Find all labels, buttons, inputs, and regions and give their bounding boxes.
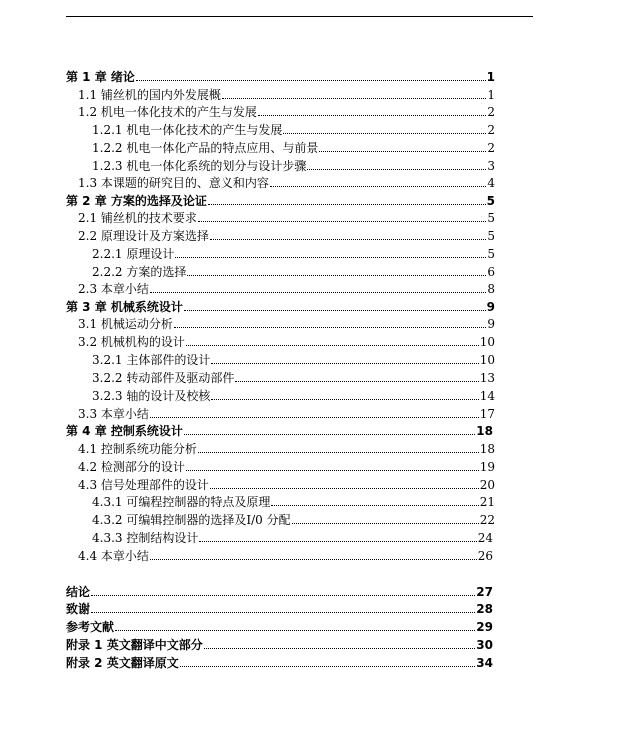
toc-entry (92, 510, 495, 527)
toc-entry-title: 4.3.3 控制结构设计 (92, 531, 199, 545)
dot-leader (235, 380, 478, 382)
toc-entry-title: 1.2 机电一体化技术的产生与发展 (78, 105, 257, 119)
toc-entry (78, 279, 495, 296)
toc-entry-title: 4.3 信号处理部件的设计 (78, 478, 209, 492)
toc-entry-page-number: 5 (487, 229, 495, 243)
toc-entry-title: 致谢 (66, 602, 91, 616)
dot-leader (258, 114, 486, 116)
toc-entry (78, 226, 495, 243)
dot-leader (184, 433, 475, 435)
dot-leader (211, 362, 478, 364)
dot-leader (180, 665, 476, 667)
toc-entry (78, 439, 495, 456)
toc-entry-page-number: 30 (476, 638, 493, 652)
toc-entry (78, 404, 495, 421)
toc-entry-page-number: 5 (487, 211, 495, 225)
toc-entry-title: 结论 (66, 585, 91, 599)
dot-leader (186, 469, 479, 471)
toc-entry-title: 3.3 本章小结 (78, 407, 149, 421)
toc-entry-title: 参考文献 (66, 620, 115, 634)
toc-entry-page-number: 2 (487, 123, 495, 137)
dot-leader (198, 451, 479, 453)
toc-entry (92, 156, 495, 173)
toc-entry-title: 第 2 章 方案的选择及论证 (66, 194, 207, 208)
toc-entry-page-number: 20 (479, 478, 495, 492)
toc-entry-title: 4.4 本章小结 (78, 549, 149, 563)
toc-entry-page-number: 17 (479, 407, 495, 421)
toc-entry-title: 2.1 铺丝机的技术要求 (78, 211, 197, 225)
toc-entry (92, 528, 493, 545)
toc-entry (92, 120, 495, 137)
toc-entry-title: 1.1 铺丝机的国内外发展概 (78, 88, 221, 102)
dot-leader (319, 150, 486, 152)
toc-entry-title: 附录 1 英文翻译中文部分 (66, 638, 203, 652)
toc-entry-title: 4.3.1 可编程控制器的特点及原理 (92, 495, 271, 509)
toc-entry-title: 1.2.3 机电一体化系统的划分与设计步骤 (92, 159, 307, 173)
toc-entry (92, 262, 495, 279)
toc-entry-page-number: 34 (476, 656, 493, 670)
toc-entry-page-number: 2 (487, 105, 495, 119)
toc-entry-page-number: 1 (487, 88, 495, 102)
toc-entry (78, 546, 493, 563)
toc-entry (78, 173, 495, 190)
toc-entry (78, 314, 495, 331)
toc-chapter-entry (66, 582, 493, 599)
toc-entry (92, 244, 495, 261)
dot-leader (222, 97, 486, 99)
toc-entry-title: 2.2.2 方案的选择 (92, 265, 187, 279)
toc-entry (92, 386, 495, 403)
toc-entry (78, 208, 495, 225)
toc-entry-page-number: 13 (479, 371, 495, 385)
dot-leader (150, 416, 479, 418)
toc-entry-page-number: 10 (479, 353, 495, 367)
toc-entry-title: 2.3 本章小结 (78, 282, 149, 296)
dot-leader (150, 558, 477, 560)
dot-leader (199, 540, 476, 542)
toc-entry-page-number: 5 (486, 194, 495, 208)
toc-entry-page-number: 14 (479, 389, 495, 403)
dot-leader (175, 256, 486, 258)
toc-entry-page-number: 18 (479, 442, 495, 456)
toc-entry (92, 368, 495, 385)
toc-entry-page-number: 9 (486, 300, 495, 314)
toc-entry-title: 4.1 控制系统功能分析 (78, 442, 197, 456)
toc-entry-title: 3.2 机械机构的设计 (78, 335, 185, 349)
dot-leader (91, 611, 475, 613)
toc-entry (92, 492, 495, 509)
dot-leader (210, 238, 486, 240)
toc-entry-page-number: 18 (476, 424, 493, 438)
toc-entry-title: 2.2.1 原理设计 (92, 247, 175, 261)
dot-leader (271, 504, 478, 506)
toc-entry-page-number: 28 (476, 602, 493, 616)
toc-chapter-entry (66, 617, 493, 634)
toc-entry-page-number: 19 (479, 460, 495, 474)
toc-entry-title: 4.3.2 可编辑控制器的选择及Ⅰ/0 分配 (92, 513, 291, 527)
dot-leader (186, 344, 479, 346)
toc-entry (92, 350, 495, 367)
dot-leader (210, 487, 479, 489)
toc-entry-title: 1.2.2 机电一体化产品的特点应用、与前景 (92, 141, 319, 155)
dot-leader (211, 398, 478, 400)
toc-chapter-entry (66, 297, 495, 314)
dot-leader (292, 522, 479, 524)
dot-leader (198, 220, 486, 222)
toc-entry-page-number: 3 (487, 159, 495, 173)
toc-entry-page-number: 21 (479, 495, 495, 509)
toc-entry-page-number: 26 (477, 549, 493, 563)
toc-entry-page-number: 2 (487, 141, 495, 155)
toc-entry-title: 1.2.1 机电一体化技术的产生与发展 (92, 123, 283, 137)
toc-entry-title: 3.2.3 轴的设计及校核 (92, 389, 211, 403)
toc-entry-title: 附录 2 英文翻译原文 (66, 656, 179, 670)
toc-entry-page-number: 9 (487, 317, 495, 331)
toc-entry (78, 457, 495, 474)
dot-leader (204, 647, 476, 649)
toc-entry-page-number: 10 (479, 335, 495, 349)
dot-leader (187, 274, 486, 276)
toc-chapter-entry (66, 67, 495, 84)
dot-leader (174, 326, 486, 328)
toc-entry-title: 3.1 机械运动分析 (78, 317, 173, 331)
toc-entry-page-number: 29 (476, 620, 493, 634)
toc-entry-page-number: 24 (477, 531, 493, 545)
toc-entry (92, 138, 495, 155)
toc-entry-title: 第 1 章 绪论 (66, 70, 135, 84)
dot-leader (136, 79, 486, 81)
toc-entry-title: 3.2.2 转动部件及驱动部件 (92, 371, 235, 385)
dot-leader (208, 203, 486, 205)
toc-entry-title: 3.2.1 主体部件的设计 (92, 353, 211, 367)
dot-leader (150, 291, 486, 293)
toc-entry (78, 332, 495, 349)
toc-entry-title: 2.2 原理设计及方案选择 (78, 229, 209, 243)
toc-entry-page-number: 1 (486, 70, 495, 84)
toc-entry-page-number: 8 (487, 282, 495, 296)
toc-chapter-entry (66, 421, 493, 438)
dot-leader (270, 185, 486, 187)
toc-entry (78, 475, 495, 492)
toc-entry (78, 85, 495, 102)
dot-leader (91, 594, 475, 596)
dot-leader (283, 132, 486, 134)
toc-entry-title: 第 4 章 控制系统设计 (66, 424, 183, 438)
toc-chapter-entry (66, 191, 495, 208)
dot-leader (184, 309, 486, 311)
dot-leader (115, 629, 475, 631)
toc-entry-title: 第 3 章 机械系统设计 (66, 300, 183, 314)
toc-entry-title: 1.3 本课题的研究目的、意义和内容 (78, 176, 269, 190)
toc-chapter-entry (66, 653, 493, 670)
toc-chapter-entry (66, 635, 493, 652)
toc-chapter-entry (66, 599, 493, 616)
dot-leader (307, 168, 486, 170)
toc-entry-page-number: 4 (487, 176, 495, 190)
toc-entry-page-number: 22 (479, 513, 495, 527)
toc-entry-page-number: 6 (487, 265, 495, 279)
toc-entry (78, 102, 495, 119)
toc-entry-title: 4.2 检测部分的设计 (78, 460, 185, 474)
toc-entry-page-number: 5 (487, 247, 495, 261)
toc-entry-page-number: 27 (476, 585, 493, 599)
